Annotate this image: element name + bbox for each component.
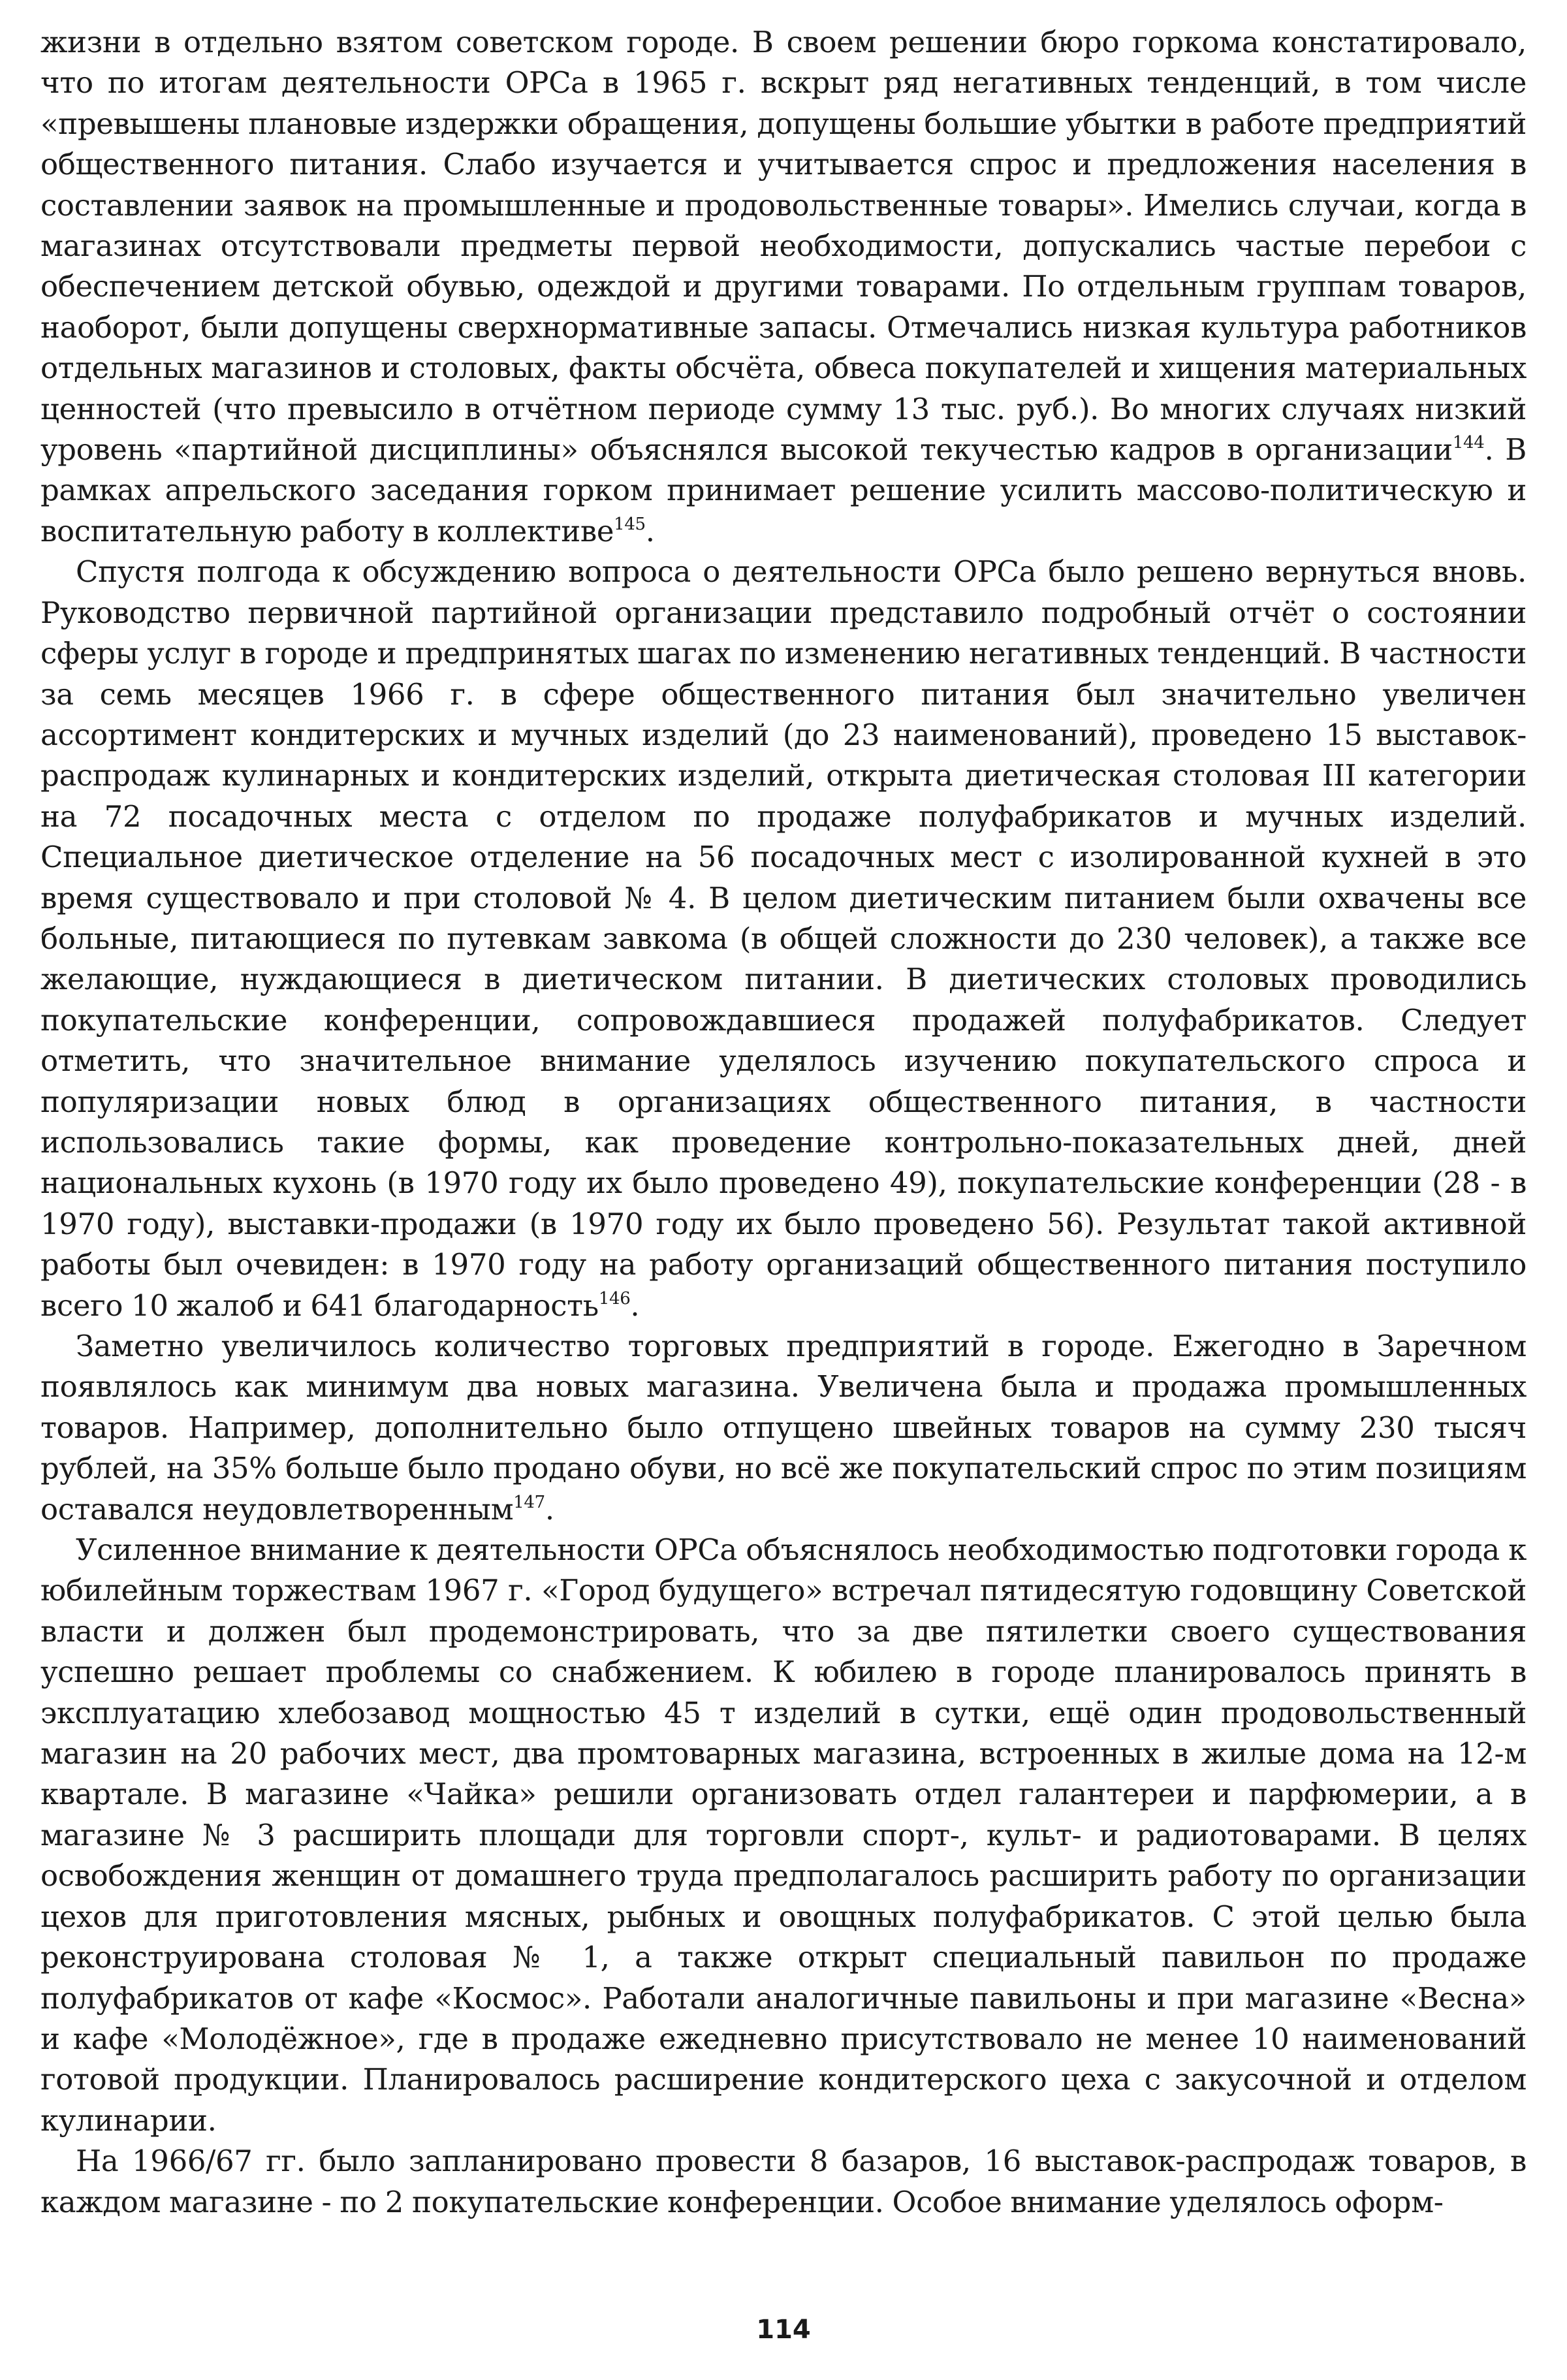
text-flow (40, 22, 1527, 2223)
body-paragraph (40, 1326, 1527, 1530)
paragraph-text: На 1966/67 гг. было запланировано провести 8 базаров, 16 выставок-распродаж товаров, в каждом магазине - по 2 покупательские конференции. Особое внимание уделялось оформ- (40, 2144, 1527, 2219)
body-paragraph (40, 1530, 1527, 2141)
footnote-ref: 144 (1452, 433, 1485, 453)
paragraph-text: Усиленное внимание к деятельности ОРСа объяснялось необходимостью подготовки города к юбилейным торжествам 1967 г. «Город будущего» встречал пятидесятую годовщину Советской власти и должен был продемонстрировать, что за две пятилетки своего существования успешно решает проблемы со снабжением. К юбилею в городе планировалось принять в эксплуатацию хлебозавод мощностью 45 т изделий в сутки, ещё один продовольственный магазин на 20 рабочих мест, два промтоварных магазина, встроенных в жилые дома на 12-м квартале. В магазине «Чайка» решили организовать отдел галантереи и парфюмерии, а в магазине № 3 расширить площади для торговли спорт-, культ- и радиотоварами. В целях освобождения женщин от домашнего труда предполагалось расширить работу по организации цехов для приготовления мясных, рыбных и овощных полуфабрикатов. С этой целью была реконструирована столовая № 1, а также открыт специальный павильон по продаже полуфабрикатов от кафе «Космос». Работали аналогичные павильоны и при магазине «Весна» и кафе «Молодёжное», где в продаже ежедневно присутствовало не менее 10 наименований готовой продукции. Планировалось расширение кондитерского цеха с закусочной и отделом кулинарии. (40, 1532, 1527, 2138)
paragraph-text: . (630, 1288, 640, 1323)
body-paragraph (40, 22, 1527, 552)
paragraph-text: . В рамках апрельского заседания горком принимает решение усилить массово-политическую и воспитательную работу в коллективе (40, 432, 1527, 548)
page-body (40, 22, 1527, 2223)
footnote-ref: 146 (598, 1288, 631, 1309)
paragraph-text: Спустя полгода к обсуждению вопроса о деятельности ОРСа было решено вернуться вновь. Руководство первичной партийной организации представило подробный отчёт о состоянии сферы услуг в городе и предпринятых шагах по изменению негативных тенденций. В частности за семь месяцев 1966 г. в сфере общественного питания был значительно увеличен ассортимент кондитерских и мучных изделий (до 23 наименований), проведено 15 выставок-распродаж кулинарных и кондитерских изделий, открыта диетическая столовая III категории на 72 посадочных места с отделом по продаже полуфабрикатов и мучных изделий. Специальное диетическое отделение на 56 посадочных мест с изолированной кухней в это время существовало и при столовой № 4. В целом диетическим питанием были охвачены все больные, питающиеся по путевкам завкома (в общей сложности до 230 человек), а также все желающие, нуждающиеся в диетическом питании. В диетических столовых проводились покупательские конференции, сопровождавшиеся продажей полуфабрикатов. Следует отметить, что значительное внимание уделялось изучению покупательского спроса и популяризации новых блюд в организациях общественного питания, в частности использовались такие формы, как проведение контрольно-показательных дней, дней национальных кухонь (в 1970 году их было проведено 49), покупательские конференции (28 - в 1970 году), выставки-продажи (в 1970 году их было проведено 56). Результат такой активной работы был очевиден: в 1970 году на работу организаций общественного питания поступило всего 10 жалоб и 641 благодарность (40, 554, 1527, 1323)
body-paragraph (40, 2141, 1527, 2223)
page-number: 114 (756, 2315, 811, 2345)
footnote-ref: 147 (513, 1492, 545, 1512)
paragraph-text: . (545, 1491, 554, 1527)
paragraph-text: жизни в отдельно взятом советском городе. В своем решении бюро горкома констатировало, что по итогам деятельности ОРСа в 1965 г. вскрыт ряд негативных тенденций, в том числе «превышены плановые издержки обращения, допущены большие убытки в работе предприятий общественного питания. Слабо изучается и учитывается спрос и предложения населения в составлении заявок на промышленные и продовольственные товары». Имелись случаи, когда в магазинах отсутствовали предметы первой необходимости, допускались частые перебои с обеспечением детской обувью, одеждой и другими товарами. По отдельным группам товаров, наоборот, были допущены сверхнормативные запасы. Отмечались низкая культура работников отдельных магазинов и столовых, факты обсчёта, обвеса покупателей и хищения материальных ценностей (что превысило в отчётном периоде сумму 13 тыс. руб.). Во многих случаях низкий уровень «партийной дисциплины» объяснялся высокой текучестью кадров в организации (40, 25, 1527, 468)
body-paragraph (40, 552, 1527, 1326)
paragraph-text: . (645, 513, 655, 548)
paragraph-text: Заметно увеличилось количество торговых предприятий в городе. Ежегодно в Заречном появлялось как минимум два новых магазина. Увеличена была и продажа промышленных товаров. Например, дополнительно было отпущено швейных товаров на сумму 230 тысяч рублей, на 35% больше было продано обуви, но всё же покупательский спрос по этим позициям оставался неудовлетворенным (40, 1329, 1527, 1527)
footnote-ref: 145 (614, 514, 646, 534)
